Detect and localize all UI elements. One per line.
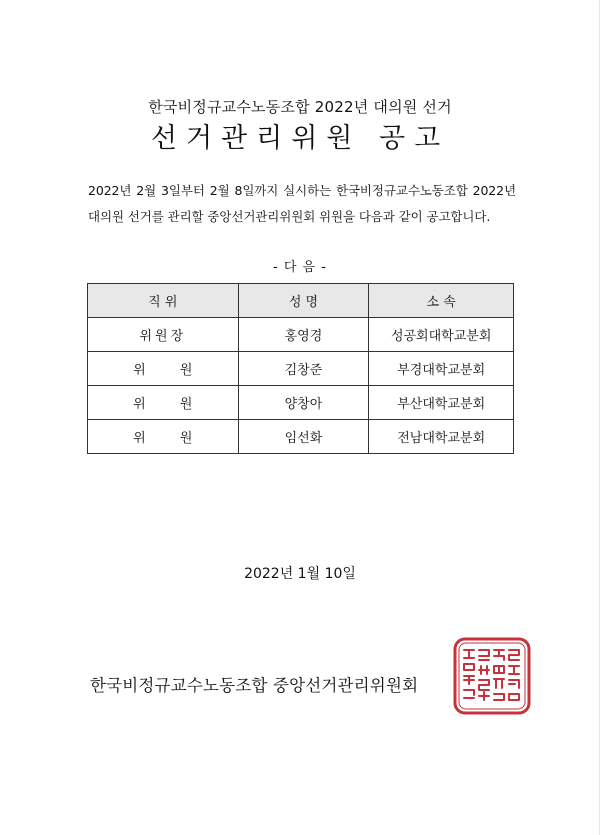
member-affiliation: 성공회대학교분회 — [369, 318, 514, 352]
member-affiliation: 부산대학교분회 — [369, 386, 514, 420]
table-row — [88, 386, 514, 420]
notice-body: 2022년 2월 3일부터 2월 8일까지 실시하는 한국비정규교수노동조합 2022년 대의원 선거를 관리할 중앙선거관리위원회 위원을 다음과 같이 공고합니다. — [88, 183, 516, 224]
header-affiliation: 소 속 — [369, 284, 514, 318]
member-position: 위 원 — [88, 420, 239, 454]
table-row — [88, 352, 514, 386]
member-name: 임선화 — [238, 420, 369, 454]
official-seal-icon — [452, 636, 532, 716]
notice-subtitle: 한국비정규교수노동조합 2022년 대의원 선거 — [148, 98, 452, 116]
header-position: 직 위 — [88, 284, 239, 318]
committee-table — [87, 283, 514, 454]
member-position: 위 원 — [88, 386, 239, 420]
notice-date: 2022년 1월 10일 — [244, 566, 356, 582]
table-header-row — [88, 284, 514, 318]
issuing-organization: 한국비정규교수노동조합 중앙선거관리위원회 — [90, 676, 419, 695]
member-affiliation: 부경대학교분회 — [369, 352, 514, 386]
member-affiliation: 전남대학교분회 — [369, 420, 514, 454]
table-row — [88, 318, 514, 352]
notice-heading: - 다 음 - — [273, 260, 327, 275]
member-name: 김창준 — [238, 352, 369, 386]
notice-title: 선거관리위원 공고 — [150, 123, 450, 154]
table-row — [88, 420, 514, 454]
member-name: 홍영경 — [238, 318, 369, 352]
member-position: 위 원 — [88, 352, 239, 386]
header-name: 성 명 — [238, 284, 369, 318]
member-name: 양창아 — [238, 386, 369, 420]
member-position: 위원장 — [88, 318, 239, 352]
